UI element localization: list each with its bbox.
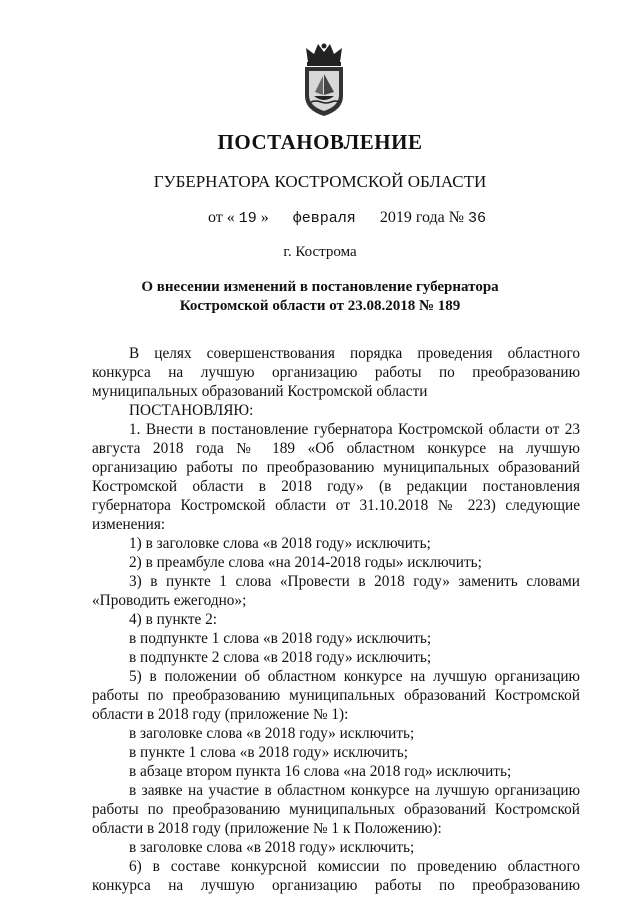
body-paragraph: 3) в пункте 1 слова «Провести в 2018 году» заменить словами «Проводить ежегодно»; — [92, 573, 580, 609]
document-city: г. Кострома — [283, 244, 357, 260]
body-paragraph: 5) в положении об областном конкурсе на лучшую организацию работы по преобразованию муниципальных образований Костромской области в 2018 году (приложение № 1): — [92, 668, 580, 723]
heading-line-1: О внесении изменений в постановление губернатора — [141, 279, 499, 295]
date-separator: » — [260, 209, 269, 226]
date-prefix: от « — [208, 209, 235, 226]
date-day: 19 — [238, 210, 257, 227]
body-paragraph: в подпункте 2 слова «в 2018 году» исключить; — [129, 649, 432, 666]
document-subtitle: ГУБЕРНАТОРА КОСТРОМСКОЙ ОБЛАСТИ — [153, 172, 487, 191]
document-date-line — [208, 209, 486, 227]
body-paragraph: 2) в преамбуле слова «на 2014-2018 годы» исключить; — [129, 554, 482, 571]
body-paragraph: в заголовке слова «в 2018 году» исключить; — [129, 839, 415, 856]
body-paragraph: 1) в заголовке слова «в 2018 году» исключить; — [129, 535, 431, 552]
body-paragraph: в заявке на участие в областном конкурсе на лучшую организацию работы по преобразованию муниципальных образований Костромской области в 2018 году (приложение № 1 к Положению): — [92, 782, 580, 837]
coat-of-arms-emblem — [296, 40, 352, 118]
document-heading — [0, 278, 640, 316]
body-paragraph: в заголовке слова «в 2018 году» исключить; — [129, 725, 415, 742]
body-paragraph: 6) в составе конкурсной комиссии по проведению областного конкурса на лучшую организацию работы по преобразованию — [92, 858, 580, 894]
body-paragraph: 1. Внести в постановление губернатора Костромской области от 23 августа 2018 года № 189 «Об областном конкурсе на лучшую организацию работы по преобразованию муниципальных образований Костромской области в 2018 году» (в редакции постановления губернатора Костромской области от 31.10.2018 № 223) следующие изменения: — [92, 421, 580, 533]
date-month: февраля — [292, 210, 356, 227]
date-year-text: 2019 года № — [379, 209, 465, 226]
document-number: 36 — [468, 210, 487, 227]
document-body — [92, 344, 580, 895]
document-title: ПОСТАНОВЛЕНИЕ — [217, 130, 423, 154]
body-paragraph: в пункте 1 слова «в 2018 году» исключить; — [129, 744, 408, 761]
heading-line-2: Костромской области от 23.08.2018 № 189 — [179, 298, 461, 314]
body-paragraph: 4) в пункте 2: — [129, 611, 218, 628]
body-paragraph: в подпункте 1 слова «в 2018 году» исключить; — [129, 630, 432, 647]
body-paragraph: в абзаце втором пункта 16 слова «на 2018 год» исключить; — [129, 763, 512, 780]
body-paragraph: В целях совершенствования порядка проведения областного конкурса на лучшую организацию работы по преобразованию муниципальных образований Костромской области — [92, 345, 580, 400]
body-paragraph: ПОСТАНОВЛЯЮ: — [129, 402, 254, 419]
